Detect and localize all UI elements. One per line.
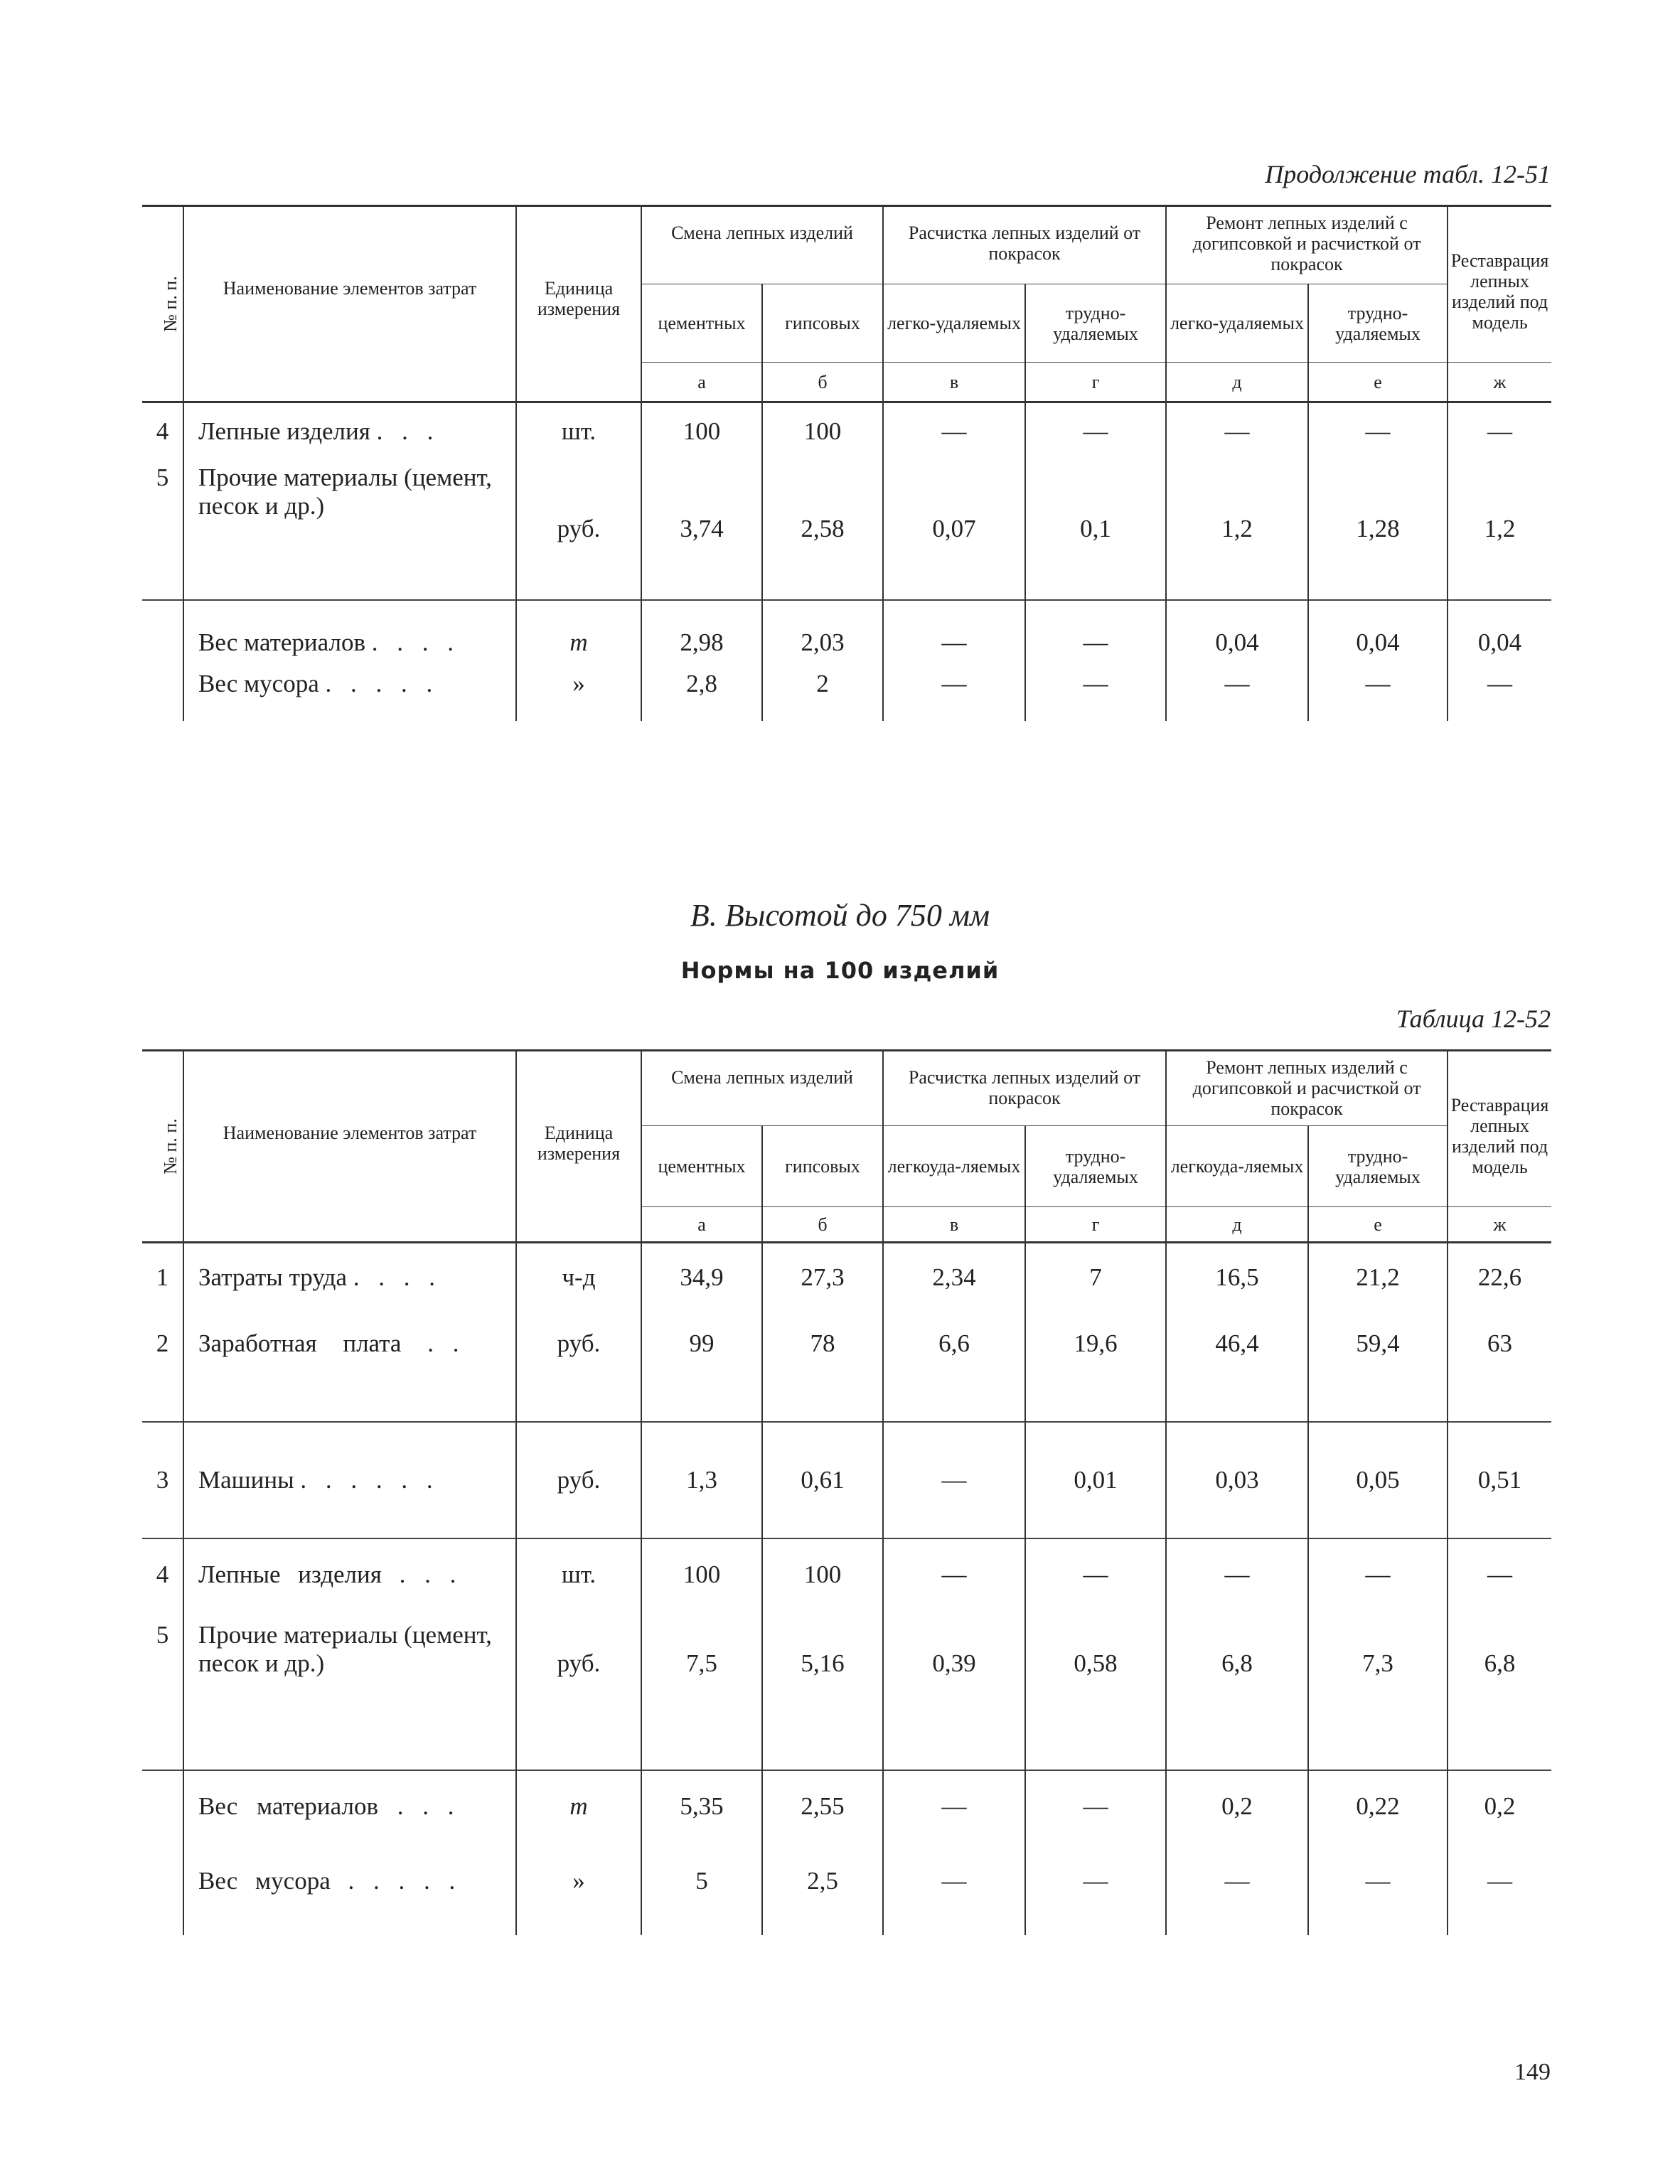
row-number: 5 [156, 463, 169, 491]
cell-value: 2 [762, 664, 883, 721]
cell-value: 0,04 [1166, 600, 1308, 664]
header-hard: трудно-удаляемых [1025, 1126, 1166, 1207]
row-name: Затраты труда . . . . [183, 1243, 516, 1325]
header-hard: трудно-удаляемых [1025, 284, 1166, 363]
table-row [142, 1538, 1551, 1617]
row-number [142, 664, 183, 721]
row-name: Прочие материалы (цемент, песок и др.) [183, 458, 516, 600]
cell-value: 0,04 [1308, 600, 1448, 664]
table-body [142, 402, 1551, 721]
cell-value: 0,58 [1025, 1617, 1166, 1770]
cell-value: — [883, 402, 1025, 458]
table-caption: Таблица 12-52 [1396, 1005, 1551, 1033]
table-row [142, 1770, 1551, 1858]
row-unit: т [516, 1770, 641, 1858]
col-letter: ж [1448, 363, 1551, 402]
cell-value: 100 [641, 1538, 762, 1617]
cell-value: 63 [1448, 1325, 1551, 1422]
cell-value: 1,28 [1308, 458, 1448, 600]
header-cleaning: Расчистка лепных изделий от покрасок [883, 1051, 1166, 1126]
cell-value: 0,39 [883, 1617, 1025, 1770]
cell-value: 0,2 [1448, 1770, 1551, 1858]
cell-value: 6,8 [1166, 1617, 1308, 1770]
table-12-51-continued [142, 205, 1551, 721]
header-unit: Единица измерения [516, 206, 641, 402]
cell-value: 5,16 [762, 1617, 883, 1770]
cell-value: 7,5 [641, 1617, 762, 1770]
col-letter: б [762, 363, 883, 402]
cell-value: 1,3 [641, 1422, 762, 1538]
header-replacement: Смена лепных изделий [641, 206, 883, 284]
cell-value: — [1025, 1538, 1166, 1617]
cell-value: 2,34 [883, 1243, 1025, 1325]
row-name: Заработная плата . . [183, 1325, 516, 1422]
cell-value: — [1308, 1538, 1448, 1617]
cell-value: — [883, 664, 1025, 721]
cell-value: 0,2 [1166, 1770, 1308, 1858]
col-letter: в [883, 363, 1025, 402]
row-number: 2 [156, 1329, 169, 1357]
row-number: 3 [156, 1465, 169, 1494]
cell-value: 100 [762, 1538, 883, 1617]
col-letter: а [641, 1207, 762, 1243]
cell-value: 1,2 [1448, 458, 1551, 600]
cell-value: — [1166, 1538, 1308, 1617]
row-name: Прочие материалы (цемент, песок и др.) [183, 1617, 516, 1770]
cell-value: 34,9 [641, 1243, 762, 1325]
row-unit: руб. [516, 1617, 641, 1770]
row-unit: » [516, 664, 641, 721]
header-easy-repair: легкоуда-ляемых [1166, 1126, 1308, 1207]
table-row [142, 1422, 1551, 1538]
col-letter: б [762, 1207, 883, 1243]
cell-value: — [1308, 402, 1448, 458]
row-name: Вес материалов . . . [183, 1770, 516, 1858]
cell-value: 46,4 [1166, 1325, 1308, 1422]
continuation-caption: Продолжение табл. 12-51 [1265, 160, 1551, 188]
cell-value: 22,6 [1448, 1243, 1551, 1325]
cell-value: — [1025, 664, 1166, 721]
header-restoration: Реставрация лепных изделий под модель [1448, 206, 1551, 363]
cell-value: 0,22 [1308, 1770, 1448, 1858]
cell-value: 0,01 [1025, 1422, 1166, 1538]
cell-value: 2,03 [762, 600, 883, 664]
header-cement: цементных [641, 1126, 762, 1207]
table-header [142, 206, 1551, 402]
cell-value: 0,03 [1166, 1422, 1308, 1538]
table-body [142, 1243, 1551, 1935]
row-number [142, 1770, 183, 1858]
cell-value: 2,55 [762, 1770, 883, 1858]
header-hard-repair: трудно-удаляемых [1308, 1126, 1448, 1207]
table-header [142, 1051, 1551, 1243]
col-letter: ж [1448, 1207, 1551, 1243]
cell-value: 78 [762, 1325, 883, 1422]
col-letter: а [641, 363, 762, 402]
table-row [142, 664, 1551, 721]
row-number [142, 600, 183, 664]
row-number: 5 [156, 1620, 169, 1649]
cell-value: 27,3 [762, 1243, 883, 1325]
header-name: Наименование элементов затрат [183, 1051, 516, 1243]
cell-value: — [883, 1858, 1025, 1935]
row-name: Вес материалов . . . . [183, 600, 516, 664]
cell-value: 6,8 [1448, 1617, 1551, 1770]
cell-value: 19,6 [1025, 1325, 1166, 1422]
cell-value: — [1448, 1858, 1551, 1935]
cell-value: 1,2 [1166, 458, 1308, 600]
col-letter: д [1166, 363, 1308, 402]
row-unit: руб. [516, 1325, 641, 1422]
header-easy: легкоуда-ляемых [883, 1126, 1025, 1207]
cell-value: 0,51 [1448, 1422, 1551, 1538]
cell-value: — [883, 1538, 1025, 1617]
cell-value: — [1448, 664, 1551, 721]
section-subtitle: Нормы на 100 изделий [680, 957, 1000, 984]
row-unit: » [516, 1858, 641, 1935]
cell-value: 99 [641, 1325, 762, 1422]
cell-value: — [1166, 1858, 1308, 1935]
cell-value: 7,3 [1308, 1617, 1448, 1770]
table-12-52 [142, 1049, 1551, 1935]
cell-value: — [883, 1770, 1025, 1858]
cell-value: 100 [762, 402, 883, 458]
cell-value: 0,07 [883, 458, 1025, 600]
row-name: Лепные изделия . . . [183, 402, 516, 458]
header-cleaning: Расчистка лепных изделий от покрасок [883, 206, 1166, 284]
table-row [142, 1617, 1551, 1770]
cell-value: 21,2 [1308, 1243, 1448, 1325]
header-unit: Единица измерения [516, 1051, 641, 1243]
header-number: № п. п. [142, 206, 183, 402]
table-row [142, 1243, 1551, 1325]
header-cement: цементных [641, 284, 762, 363]
row-unit: руб. [516, 458, 641, 600]
row-name: Вес мусора . . . . . [183, 664, 516, 721]
row-unit: т [516, 600, 641, 664]
cell-value: — [1308, 664, 1448, 721]
header-gypsum: гипсовых [762, 284, 883, 363]
cell-value: 5 [641, 1858, 762, 1935]
header-repair: Ремонт лепных изделий с догипсовкой и расчисткой от покрасок [1166, 1051, 1448, 1126]
cell-value: — [1166, 664, 1308, 721]
cell-value: 7 [1025, 1243, 1166, 1325]
cell-value: 100 [641, 402, 762, 458]
cell-value: 6,6 [883, 1325, 1025, 1422]
row-number: 4 [156, 1560, 169, 1588]
header-restoration: Реставрация лепных изделий под модель [1448, 1051, 1551, 1207]
cell-value: — [1025, 1770, 1166, 1858]
table-row [142, 600, 1551, 664]
row-name: Лепные изделия . . . [183, 1538, 516, 1617]
header-replacement: Смена лепных изделий [641, 1051, 883, 1126]
row-number: 1 [156, 1263, 169, 1291]
header-hard-repair: трудно-удаляемых [1308, 284, 1448, 363]
row-unit: шт. [516, 1538, 641, 1617]
cell-value: 2,5 [762, 1858, 883, 1935]
cell-value: 0,05 [1308, 1422, 1448, 1538]
col-letter: в [883, 1207, 1025, 1243]
cell-value: 2,58 [762, 458, 883, 600]
col-letter: г [1025, 363, 1166, 402]
cell-value: 0,61 [762, 1422, 883, 1538]
row-unit: шт. [516, 402, 641, 458]
cell-value: — [1025, 1858, 1166, 1935]
col-letter: е [1308, 363, 1448, 402]
row-name: Вес мусора . . . . . [183, 1858, 516, 1935]
cell-value: 16,5 [1166, 1243, 1308, 1325]
table-row [142, 1858, 1551, 1935]
cell-value: 3,74 [641, 458, 762, 600]
col-letter: е [1308, 1207, 1448, 1243]
header-gypsum: гипсовых [762, 1126, 883, 1207]
cell-value: 2,98 [641, 600, 762, 664]
row-unit: руб. [516, 1422, 641, 1538]
header-easy: легко-удаляемых [883, 284, 1025, 363]
cell-value: — [1025, 600, 1166, 664]
cell-value: 2,8 [641, 664, 762, 721]
row-name: Машины . . . . . . [183, 1422, 516, 1538]
header-easy-repair: легко-удаляемых [1166, 284, 1308, 363]
cell-value: — [1308, 1858, 1448, 1935]
col-letter: д [1166, 1207, 1308, 1243]
header-number: № п. п. [142, 1051, 183, 1243]
table-row [142, 1325, 1551, 1422]
cell-value: — [1166, 402, 1308, 458]
cell-value: 0,1 [1025, 458, 1166, 600]
row-unit: ч-д [516, 1243, 641, 1325]
cell-value: — [883, 1422, 1025, 1538]
table-row [142, 458, 1551, 600]
cell-value: — [1025, 402, 1166, 458]
cell-value: 5,35 [641, 1770, 762, 1858]
row-number: 4 [156, 417, 169, 445]
section-title: В. Высотой до 750 мм [690, 898, 990, 933]
cell-value: — [1448, 402, 1551, 458]
row-number [142, 1858, 183, 1935]
cell-value: — [1448, 1538, 1551, 1617]
col-letter: г [1025, 1207, 1166, 1243]
cell-value: 59,4 [1308, 1325, 1448, 1422]
table-row [142, 402, 1551, 458]
header-name: Наименование элементов затрат [183, 206, 516, 402]
page-number: 149 [1514, 2059, 1551, 2085]
header-repair: Ремонт лепных изделий с догипсовкой и расчисткой от покрасок [1166, 206, 1448, 284]
cell-value: — [883, 600, 1025, 664]
cell-value: 0,04 [1448, 600, 1551, 664]
